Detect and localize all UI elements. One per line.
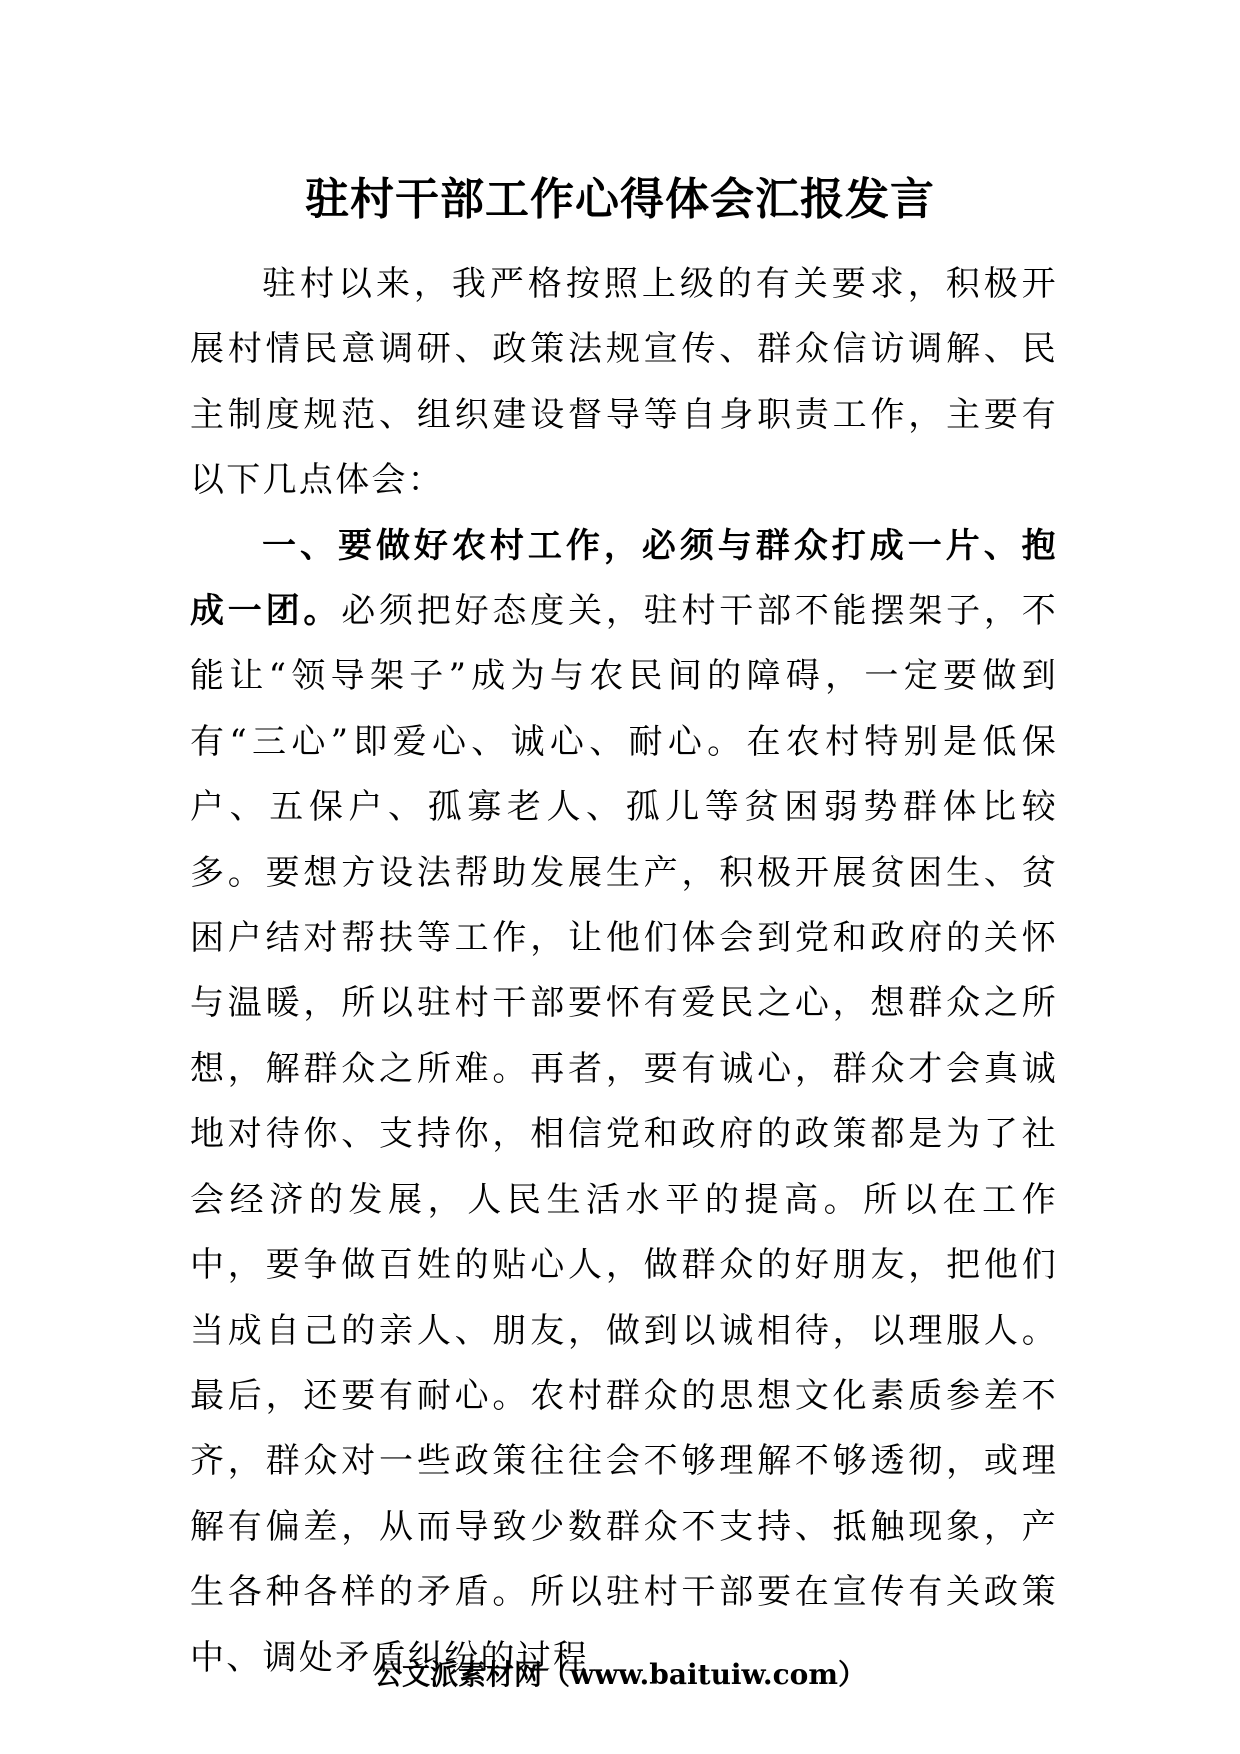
section-one-paragraph	[190, 514, 1058, 1691]
section-one-heading: 一、要做好农村工作，必须与群众打成一片、抱成一团。	[190, 525, 1058, 632]
section-one-text: 必须把好态度关，驻村干部不能摆架子，不能让“领导架子”成为与农民间的障碍，一定要做到有“三心”即爱心、诚心、耐心。在农村特别是低保户、五保户、孤寡老人、孤儿等贫困弱势群体比较多。要想方设法帮助发展生产，积极开展贫困生、贫困户结对帮扶等工作，让他们体会到党和政府的关怀与温暖，所以驻村干部要怀有爱民之心，想群众之所想，解群众之所难。再者，要有诚心，群众才会真诚地对待你、支持你，相信党和政府的政策都是为了社会经济的发展，人民生活水平的提高。所以在工作中，要争做百姓的贴心人，做群众的好朋友，把他们当成自己的亲人、朋友，做到以诚相待，以理服人。最后，还要有耐心。农村群众的思想文化素质参差不齐，群众对一些政策往往会不够理解不够透彻，或理解有偏差，从而导致少数群众不支持、抵触现象，产生各种各样的矛盾。所以驻村干部要在宣传有关政策中、调处矛盾纠纷的过程	[190, 591, 1058, 1678]
document-title: 驻村干部工作心得体会汇报发言	[305, 174, 935, 225]
intro-paragraph	[190, 252, 1058, 514]
source-footer: 公文派素材网（www.baituiw.com）	[374, 1658, 866, 1691]
document-body	[190, 252, 1058, 1691]
intro-paragraph-text: 驻村以来，我严格按照上级的有关要求，积极开展村情民意调研、政策法规宣传、群众信访调解、民主制度规范、组织建设督导等自身职责工作，主要有以下几点体会：	[190, 264, 1058, 501]
